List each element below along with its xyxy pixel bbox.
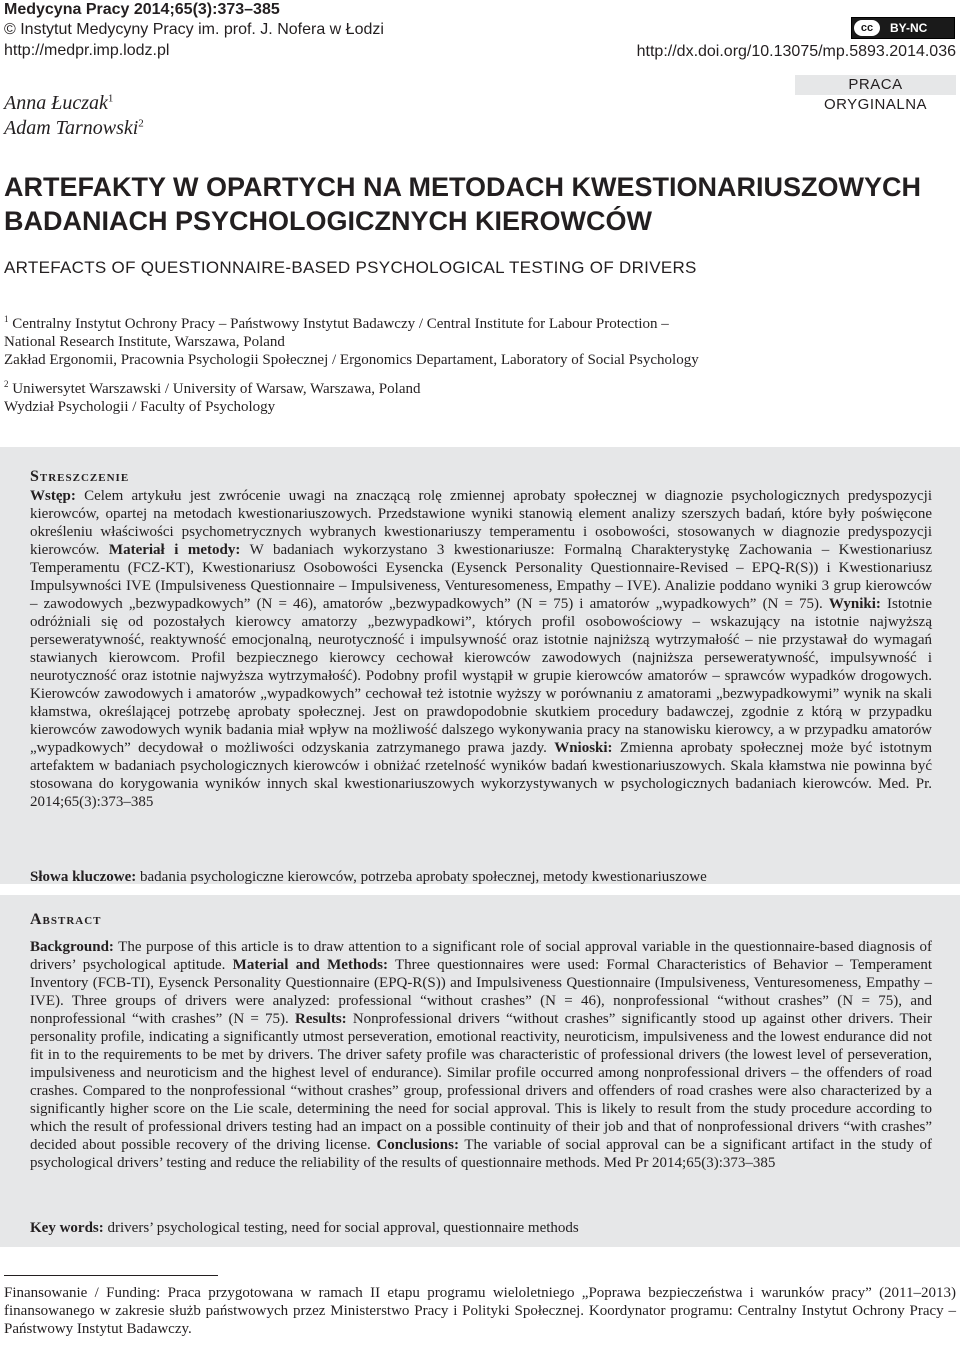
affiliation-line: National Research Institute, Warszawa, Poland (4, 334, 285, 350)
abstract-body: Background: The purpose of this article is to draw attention to a significant role of social approval variable in the questionnaire-based diagnosis of drivers’ psychological aptitude. Material and Methods: Three questionnaires were used: Formal Characteristics of Behavior – Temperament Inventory (FCB-TI), Eysenck Personality Questionnaire (EPQ-R(S)) and Impulsiveness Questionnaire (Impulsiveness, Venturesomeness, Empathy – IVE). Three groups of drivers were analyzed: professional “without crashes” (N = 46), nonprofessional “without crashes” (N = 75), and nonprofessional “with crashes” (N = 75). Results: Nonprofessional drivers “without crashes” significantly stood up against other drivers. Their personality profile, indicating a significantly utmost perseveration, emotional reactivity, neuroticism, impulsiveness and the lowest endurance did not fit in to the requirements to be met by drivers. The driver safety profile was characteristic of professional drivers (the lowest level of perseveration, impulsiveness and neuroticism and the highest level of endurance). Similar profile occurred among nonprofessional drivers – the offenders of road crashes. Compared to the nonprofessional “without crashes” group, professional drivers and offenders of road crashes were also characterized by a significantly higher score on the Lie scale, determining the need for social approval. This is likely to result from the study procedure according to which the result of professional drivers testing had an impact on a possible continuity of their job and that of nonprofessional drivers “with crashes” decided about possible recovery of the driving license. Conclusions: The variable of social approval can be a significant artifact in the study of psychological drivers’ testing and reduce the reliability of the results of questionnaire methods. Med Pr 2014;65(3):373–385 (30, 939, 932, 1171)
license-label: BY-NC (890, 21, 928, 35)
streszczenie-body: Wstęp: Celem artykułu jest zwrócenie uwagi na znaczącą rolę zmiennej aprobaty społecznej w diagnozie psychologicznych predyspozycji kierowców, opartej na metodach kwestionariuszowych. Przedstawione wyniki stanowią element analizy szerszych badań, które były poświęcone określeniu właściwości psychometrycznych wybranych kwestionariuszy temperamentu i osobowości, stosowanych w diagnozie predyspozycji kierowców. Materiał i metody: W badaniach wykorzystano 3 kwestionariusze: Formalną Charakterystykę Zachowania – Kwestionariusz Temperamentu (FCZ-KT), Kwestionariusz Osobowości Eysencka (Eysenck Personality Questionnaire-Revised – EPQ-R(S)) i Kwestionariusz Impulsywności IVE (Impulsiveness Questionnaire – Impulsiveness, Venturesomeness, Empathy – IVE). Analizie poddano wyniki 3 grup kierowców – zawodowych „bezwypadkowych” (N = 46), amatorów „bezwypadkowych” (N = 75) i amatorów „wypadkowych” (N = 75). Wyniki: Istotnie odróżniali się od pozostałych kierowcy amatorzy „bezwypadkowi”, których profil osobowościowy – wskazujący na istotnie najwyższą perseweratywność, reaktywność emocjonalną, neurotyczność i impulsywność oraz istotnie najniższą wytrzymałość – nie przystawał do wymagań stawianych kierowcom. Profil bezpiecznego kierowcy cechował kierowców zawodowych (najniższa perseweratywność, impulsywność i neurotyczność oraz istotnie najwyższa wytrzymałość). Podobny profil wystąpił w grupie kierowców amatorów – sprawców wypadków drogowych. Kierowców zawodowych i amatorów „wypadkowych” cechował też istotnie wyższy w porównaniu z amatorami „bezwypadkowymi” wynik na skali kłamstwa, określającej potrzebę aprobaty społecznej. Jest on prawdopodobnie skutkiem procedury badawczej, zgodnie z którą w przypadku kierowców zawodowych wynik badania miał wpływ na możliwość dalszego wykonywania pracy na stanowisku kierowcy, a w przypadku amatorów „wypadkowych” decydował o możliwości odzyskania zatrzymanego prawa jazdy. Wnioski: Zmienna aprobaty społecznej może być istotnym artefaktem w badaniach psychologicznych kierowców i obniżać rzetelność wyników badań kwestionariuszowych. Skala kłamstwa nie powinna być stosowana do korygowania wyników innych skal kwestionariuszowych wykorzystywanych w psychologicznych badaniach kierowców. Med. Pr. 2014;65(3):373–385 (30, 488, 933, 810)
section-label: Wyniki: (828, 596, 881, 612)
article-type-badge: PRACA ORYGINALNA (795, 75, 956, 95)
section-label: Materiał i metody: (108, 542, 241, 558)
funding-footnote: Finansowanie / Funding: Praca przygotowana w ramach II etapu programu wieloletniego „Poprawa bezpieczeństwa i warunków pracy” (2011–2013) finansowanego w zakresie służb państwowych przez Ministerstwo Pracy i Polityki Społecznej. Koordynator programu: Centralny Instytut Ochrony Pracy – Państwowy Instytut Badawczy. (4, 1285, 956, 1337)
footnote-divider (4, 1275, 218, 1276)
journal-url-link[interactable]: http://medpr.imp.lodz.pl (4, 42, 170, 59)
section-label: Wnioski: (554, 740, 613, 756)
section-label: Conclusions: (376, 1137, 459, 1153)
doi-link[interactable]: http://dx.doi.org/10.13075/mp.5893.2014.036 (636, 43, 956, 60)
keywords-english: Key words: drivers’ psychological testing, need for social approval, questionnaire methods (30, 1220, 579, 1236)
affiliation-line: Zakład Ergonomii, Pracownia Psychologii Społecznej / Ergonomics Departament, Laboratory of Social Psychology (4, 352, 699, 368)
keywords-polish: Słowa kluczowe: badania psychologiczne kierowców, potrzeba aprobaty społecznej, metody kwestionariuszowe (30, 869, 707, 885)
author-name: Anna Łuczak$^1$ (4, 92, 114, 114)
section-label: Results: (294, 1011, 347, 1027)
cc-license-badge[interactable] (851, 17, 955, 39)
cc-icon: cc (854, 20, 880, 36)
streszczenie-heading: Streszczenie (30, 468, 130, 485)
section-label: Background: (30, 939, 114, 955)
affiliation-line: $^1$ Centralny Instytut Ochrony Pracy – Państwowy Instytut Badawczy / Central Institute for Labour Protection – (4, 314, 669, 332)
article-title-english: ARTEFACTS OF QUESTIONNAIRE-BASED PSYCHOLOGICAL TESTING OF DRIVERS (4, 258, 697, 277)
affiliations (4, 310, 956, 416)
affiliation-line: Wydział Psychologii / Faculty of Psychology (4, 399, 276, 415)
author-name: Adam Tarnowski$^2$ (4, 117, 144, 139)
copyright-line: © Instytut Medycyny Pracy im. prof. J. Nofera w Łodzi (4, 21, 384, 38)
section-label: Material and Methods: (232, 957, 388, 973)
article-title-polish: ARTEFAKTY W OPARTYCH NA METODACH KWESTIONARIUSZOWYCH BADANIACH PSYCHOLOGICZNYCH KIEROWCÓW (4, 172, 921, 236)
section-label: Wstęp: (30, 488, 76, 504)
journal-title: Medycyna Pracy 2014;65(3):373–385 (4, 1, 280, 18)
affiliation-line: $^2$ Uniwersytet Warszawski / University of Warsaw, Warszawa, Poland (4, 379, 421, 397)
abstract-heading: Abstract (30, 911, 102, 928)
